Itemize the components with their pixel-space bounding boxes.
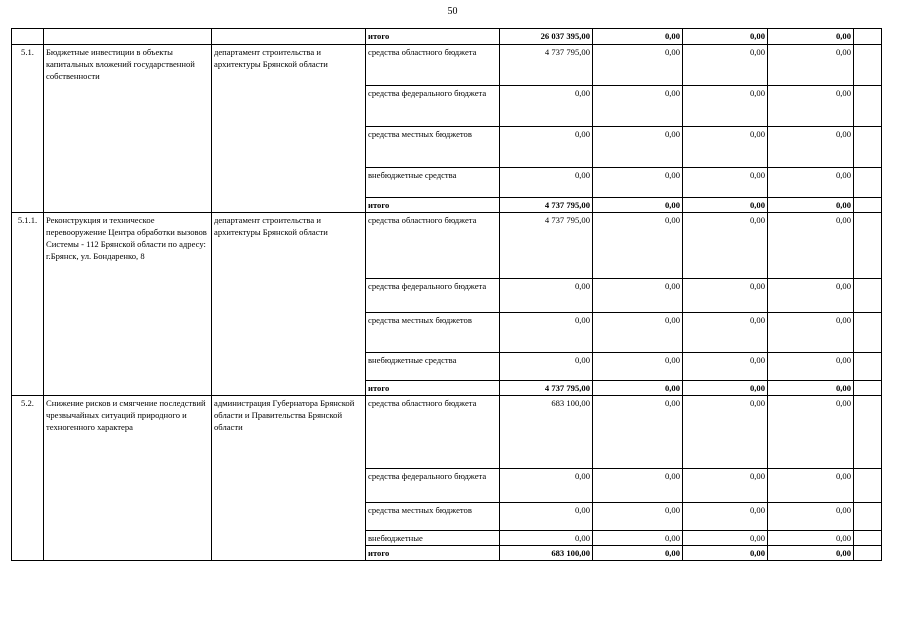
source-cell: итого — [366, 546, 500, 561]
value-cell: 0,00 — [593, 381, 683, 396]
value-cell: 0,00 — [683, 469, 768, 503]
source-cell: средства областного бюджета — [366, 213, 500, 279]
section-code: 5.1. — [12, 45, 44, 213]
source-cell: средства местных бюджетов — [366, 503, 500, 531]
source-cell: внебюджетные — [366, 531, 500, 546]
blank-cell — [854, 313, 882, 353]
section-code: 5.2. — [12, 396, 44, 561]
value-cell: 26 037 395,00 — [500, 29, 593, 45]
value-cell: 0,00 — [593, 503, 683, 531]
value-cell: 0,00 — [593, 531, 683, 546]
value-cell: 0,00 — [683, 86, 768, 127]
value-cell: 0,00 — [500, 279, 593, 313]
value-cell: 0,00 — [593, 45, 683, 86]
blank-cell — [854, 198, 882, 213]
value-cell: 0,00 — [683, 353, 768, 381]
blank-cell — [854, 213, 882, 279]
value-cell: 0,00 — [593, 313, 683, 353]
source-cell: итого — [366, 29, 500, 45]
value-cell: 0,00 — [768, 313, 854, 353]
table-row — [12, 45, 882, 86]
value-cell: 0,00 — [593, 546, 683, 561]
value-cell: 0,00 — [500, 469, 593, 503]
value-cell: 0,00 — [683, 45, 768, 86]
table-row — [12, 396, 882, 469]
blank-cell — [854, 503, 882, 531]
value-cell: 0,00 — [683, 313, 768, 353]
value-cell: 0,00 — [593, 396, 683, 469]
source-cell: средства федерального бюджета — [366, 86, 500, 127]
value-cell: 0,00 — [768, 546, 854, 561]
blank-cell — [854, 396, 882, 469]
value-cell: 0,00 — [500, 503, 593, 531]
value-cell: 0,00 — [593, 213, 683, 279]
blank-cell — [854, 45, 882, 86]
code-cell — [12, 29, 44, 45]
value-cell: 0,00 — [683, 381, 768, 396]
blank-cell — [854, 86, 882, 127]
value-cell: 4 737 795,00 — [500, 381, 593, 396]
table-row-top-total — [12, 29, 882, 45]
blank-cell — [854, 381, 882, 396]
value-cell: 0,00 — [768, 213, 854, 279]
blank-cell — [854, 29, 882, 45]
section-name: Бюджетные инвестиции в объекты капитальных вложений государственной собственности — [44, 45, 212, 213]
blank-cell — [854, 168, 882, 198]
source-cell: средства федерального бюджета — [366, 469, 500, 503]
value-cell: 0,00 — [768, 396, 854, 469]
value-cell: 0,00 — [683, 29, 768, 45]
value-cell: 0,00 — [768, 86, 854, 127]
source-cell: средства областного бюджета — [366, 396, 500, 469]
blank-cell — [854, 279, 882, 313]
value-cell: 683 100,00 — [500, 546, 593, 561]
source-cell: внебюджетные средства — [366, 168, 500, 198]
value-cell: 683 100,00 — [500, 396, 593, 469]
source-cell: итого — [366, 381, 500, 396]
section-code: 5.1.1. — [12, 213, 44, 396]
value-cell: 0,00 — [768, 29, 854, 45]
value-cell: 0,00 — [683, 531, 768, 546]
blank-cell — [854, 127, 882, 168]
value-cell: 0,00 — [683, 396, 768, 469]
section-executor: администрация Губернатора Брянской области и Правительства Брянской области — [212, 396, 366, 561]
value-cell: 0,00 — [768, 531, 854, 546]
value-cell: 4 737 795,00 — [500, 213, 593, 279]
value-cell: 0,00 — [500, 313, 593, 353]
page-number: 50 — [447, 6, 458, 17]
value-cell: 4 737 795,00 — [500, 198, 593, 213]
value-cell: 0,00 — [683, 127, 768, 168]
value-cell: 0,00 — [768, 127, 854, 168]
value-cell: 0,00 — [768, 198, 854, 213]
blank-cell — [854, 353, 882, 381]
value-cell: 0,00 — [768, 469, 854, 503]
value-cell: 0,00 — [500, 127, 593, 168]
blank-cell — [854, 531, 882, 546]
section-name: Снижение рисков и смягчение последствий чрезвычайных ситуаций природного и техногенного характера — [44, 396, 212, 561]
blank-cell — [854, 469, 882, 503]
value-cell: 0,00 — [593, 198, 683, 213]
section-name: Реконструкция и техническое перевооружение Центра обработки вызовов Системы - 112 Брянской области по адресу: г.Брянск, ул. Бондаренко, 8 — [44, 213, 212, 396]
value-cell: 0,00 — [593, 279, 683, 313]
value-cell: 0,00 — [683, 546, 768, 561]
value-cell: 0,00 — [683, 503, 768, 531]
section-executor: департамент строительства и архитектуры Брянской области — [212, 45, 366, 213]
value-cell: 0,00 — [683, 198, 768, 213]
section-executor: департамент строительства и архитектуры Брянской области — [212, 213, 366, 396]
value-cell: 0,00 — [593, 29, 683, 45]
value-cell: 0,00 — [768, 353, 854, 381]
value-cell: 0,00 — [500, 168, 593, 198]
value-cell: 0,00 — [500, 86, 593, 127]
budget-table — [11, 28, 882, 561]
source-cell: итого — [366, 198, 500, 213]
value-cell: 0,00 — [593, 353, 683, 381]
source-cell: внебюджетные средства — [366, 353, 500, 381]
value-cell: 0,00 — [683, 279, 768, 313]
source-cell: средства федерального бюджета — [366, 279, 500, 313]
value-cell: 0,00 — [768, 279, 854, 313]
value-cell: 4 737 795,00 — [500, 45, 593, 86]
value-cell: 0,00 — [593, 168, 683, 198]
executor-cell — [212, 29, 366, 45]
value-cell: 0,00 — [500, 531, 593, 546]
table-row — [12, 213, 882, 279]
value-cell: 0,00 — [768, 381, 854, 396]
value-cell: 0,00 — [768, 168, 854, 198]
name-cell — [44, 29, 212, 45]
value-cell: 0,00 — [593, 469, 683, 503]
value-cell: 0,00 — [500, 353, 593, 381]
blank-cell — [854, 546, 882, 561]
value-cell: 0,00 — [768, 45, 854, 86]
source-cell: средства местных бюджетов — [366, 313, 500, 353]
value-cell: 0,00 — [593, 86, 683, 127]
value-cell: 0,00 — [593, 127, 683, 168]
source-cell: средства областного бюджета — [366, 45, 500, 86]
source-cell: средства местных бюджетов — [366, 127, 500, 168]
value-cell: 0,00 — [768, 503, 854, 531]
value-cell: 0,00 — [683, 213, 768, 279]
value-cell: 0,00 — [683, 168, 768, 198]
